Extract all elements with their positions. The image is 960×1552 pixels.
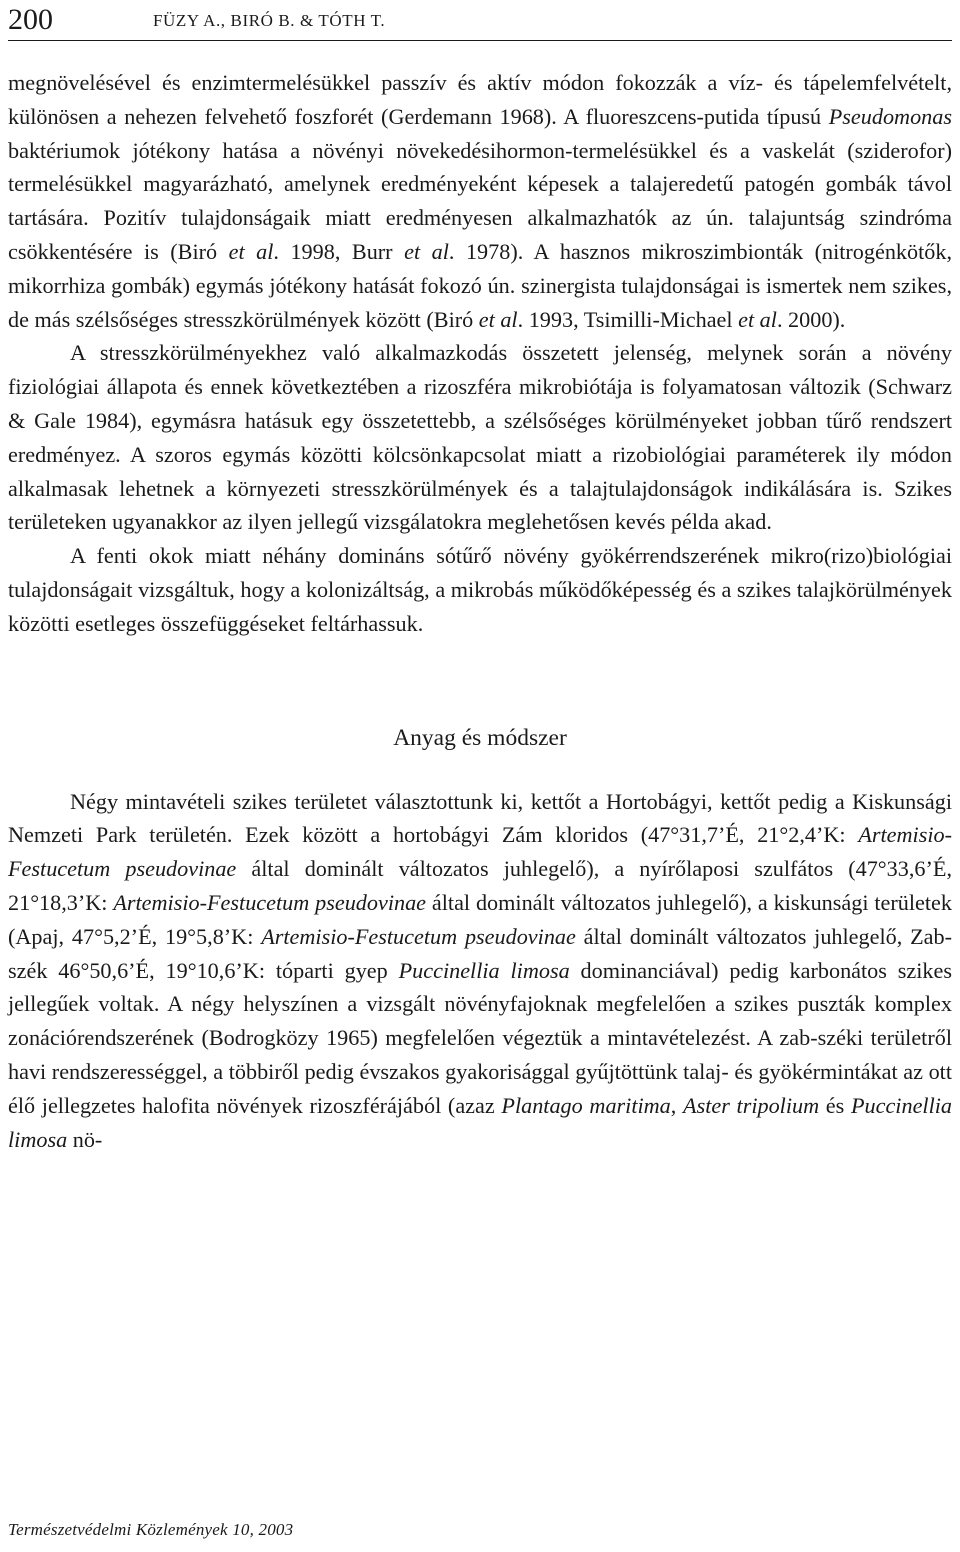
text-segment: baktériumok jótékony hatása a növényi növekedésihormon-termelésükkel és a vaskelát (sziderofor) termelésükkel magyarázható, amelynek eredményeként képesek a talajeredetű patogén gombák távol tartására. Pozitív tulajdonságaik miatt eredményesen alkalmazhatók az ún. talajuntság szindróma csökkentésére is (Biró	[8, 137, 952, 264]
text-segment: Négy mintavételi szikes területet választottunk ki, kettőt a Hortobágyi, kettőt pedig a Kiskunsági Nemzeti Park területén. Ezek között a hortobágyi Zám kloridos (47°31,7’É, 21°2,4’K:	[8, 788, 952, 848]
italic-text: Artemisio-Festucetum pseudovinae	[261, 923, 576, 949]
page-header	[8, 0, 952, 40]
italic-text: Artemisio-Festucetum pseudovinae	[113, 889, 427, 915]
intro-paragraphs	[8, 66, 952, 641]
text-segment: által dominált változatos juhlegelő), a kiskunsági területek (Apaj, 47°5,2’É, 19°5,8’K:	[8, 889, 952, 949]
text-segment: . 1998, Burr	[273, 238, 405, 264]
italic-text: Puccinellia limosa	[398, 957, 570, 983]
text-segment: dominanciával) pedig karbonátos szikes jellegűek voltak. A négy helyszínen a vizsgált növényfajoknak megfelelően a szikes puszták komplex zonációrendszerének (Bodrogközy 1965) megfelelően végeztük a mintavételezést. A zab-széki területről havi rendszerességgel, a többiről pedig évszakos gyakorisággal gyűjtöttünk talaj- és gyökérmintákat az ott élő jellegzetes halofita növények rizoszférájából (azaz	[8, 957, 952, 1118]
italic-text: Plantago maritima	[501, 1092, 671, 1118]
text-segment: . 1978). A hasznos mikroszimbionták (nitrogénkötők, mikorrhiza gombák) egymás jótékony hatását fokozó ún. szinergista tulajdonságai is ismertek nem szikes, de más szélsőséges stresszkörülmények között (Biró	[8, 238, 952, 332]
text-segment: nö-	[67, 1126, 103, 1152]
article-body	[8, 66, 952, 1156]
text-segment: és	[819, 1092, 851, 1118]
text-segment: A stresszkörülményekhez való alkalmazkodás összetett jelenség, melynek során a növény fiziológiai állapota és ennek következtében a rizoszféra mikrobiótája is folyamatosan változik (Schwarz & Gale 1984), egymásra hatásuk egy összetettebb, a szélsőséges körülményeket jobban tűrő rendszert eredményez. A szoros egymás közötti kölcsönkapcsolat miatt a rizobiológiai paraméterek ily módon alkalmasak lehetnek a környezeti stresszkörülmények és a talajtulajdonságok indikálására is. Szikes területeken ugyanakkor az ilyen jellegű vizsgálatokra meglehetősen kevés példa akad.	[8, 340, 952, 535]
italic-text: Pseudomonas	[828, 103, 952, 129]
running-head: FÜZY A., BIRÓ B. & TÓTH T.	[153, 11, 386, 30]
text-segment: által dominált változatos juhlegelő, Zab-szék 46°50,6’É, 19°10,6’K: tóparti gyep	[8, 923, 952, 983]
text-segment: . 2000).	[776, 306, 846, 332]
italic-text: et al	[228, 238, 274, 264]
paragraph	[8, 539, 952, 640]
italic-text: Aster tripolium	[683, 1092, 820, 1118]
paragraph	[8, 336, 952, 539]
text-segment: által dominált változatos juhlegelő), a nyírőlaposi szulfátos (47°33,6’É, 21°18,3’K:	[8, 856, 952, 915]
italic-text: et al	[404, 238, 449, 264]
text-segment: . 1993, Tsimilli-Michael	[517, 306, 739, 332]
journal-footer: Természetvédelmi Közlemények 10, 2003	[8, 1520, 294, 1539]
text-segment: ,	[670, 1092, 684, 1118]
page-number: 200	[8, 3, 53, 36]
paragraph	[8, 66, 952, 336]
italic-text: Puccinellia limosa	[8, 1092, 953, 1152]
methods-paragraphs	[8, 785, 952, 1157]
section-heading: Anyag és módszer	[393, 724, 567, 751]
paragraph	[8, 785, 952, 1157]
italic-text: Artemisio-Festucetum pseudovinae	[8, 822, 952, 882]
header-rule	[8, 40, 952, 41]
italic-text: et al	[478, 306, 518, 332]
italic-text: et al	[738, 306, 777, 332]
text-segment: A fenti okok miatt néhány domináns sótűrő növény gyökérrendszerének mikro(rizo)biológiai tulajdonságait vizsgáltuk, hogy a kolonizáltság, a mikrobás működőképesség és a szikes talajkörülmények közötti esetleges összefüggéseket feltárhassuk.	[8, 543, 952, 636]
text-segment: megnövelésével és enzimtermelésükkel passzív és aktív módon fokozzák a víz- és tápelemfelvételt, különösen a nehezen felvehető foszforét (Gerdemann 1968). A fluoreszcens-putida típusú	[8, 70, 952, 129]
